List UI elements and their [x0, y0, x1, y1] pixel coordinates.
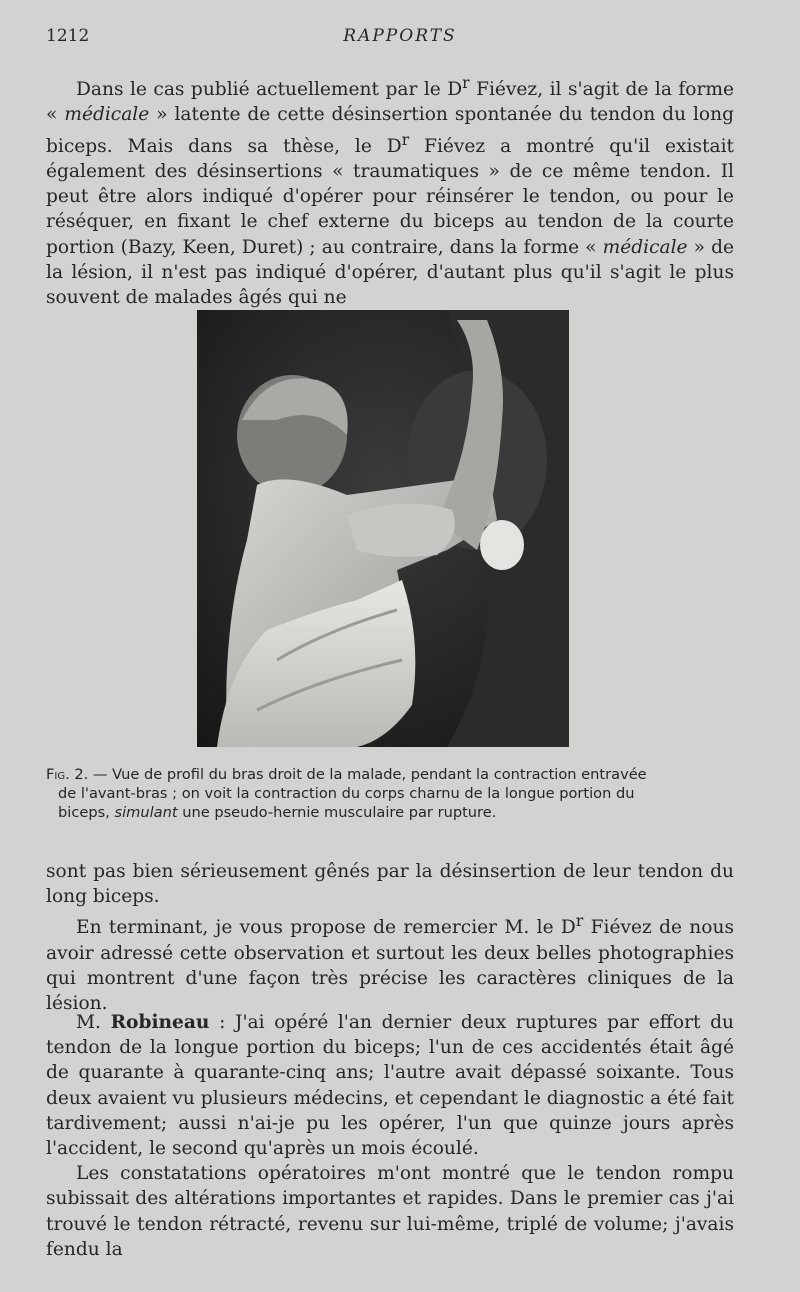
- text-block-bottom: [46, 1010, 734, 1262]
- text-run: En terminant, je vous propose de remercier M. le D: [76, 917, 576, 939]
- superscript: r: [575, 912, 584, 931]
- text-run: Fiévez de nous avoir adressé cette observation et surtout les deux belles photographies qui montrent d'une façon très précise les caractères cliniques de la lésion.: [46, 917, 734, 1015]
- text-run: Fiévez a montré qu'il existait également des désinsertions « traumatiques » de ce même tendon. Il peut être alors indiqué d'opérer pour réinsérer le tendon, ou pour le réséquer, en fixant le chef externe du biceps au tendon de la courte portion (Bazy, Keen, Duret) ; au contraire, dans la forme «: [46, 135, 734, 258]
- italic-term: médicale: [602, 236, 688, 258]
- paragraph: [46, 909, 734, 1016]
- text-block-middle: [46, 859, 734, 1016]
- running-title: RAPPORTS: [343, 26, 457, 46]
- speaker-name: Robineau: [110, 1012, 210, 1033]
- caption-italic: simulant: [114, 804, 178, 822]
- text-run: Dans le cas publié actuellement par le D: [76, 79, 463, 101]
- paragraph: sont pas bien sérieusement gênés par la désinsertion de leur tendon du long biceps.: [46, 861, 734, 908]
- caption-line: [46, 765, 736, 784]
- paragraph: [46, 1010, 734, 1161]
- figure-caption: [46, 765, 736, 823]
- caption-text: biceps,: [58, 804, 115, 822]
- text-run: » de la lésion, il n'est pas indiqué d'opérer, d'autant plus qu'il s'agit le plus souvent de malades âgés qui ne: [46, 236, 735, 308]
- superscript: r: [401, 130, 410, 149]
- figure-label: Fig. 2.: [46, 766, 89, 783]
- speaker-prefix: M.: [76, 1012, 111, 1033]
- superscript: r: [462, 74, 470, 92]
- photograph-illustration: [197, 310, 569, 747]
- caption-line: de l'avant-bras ; on voit la contraction du corps charnu de la longue portion du: [58, 785, 635, 803]
- italic-term: médicale: [64, 104, 150, 126]
- caption-text: — Vue de profil du bras droit de la malade, pendant la contraction entravée: [88, 766, 647, 783]
- page-number: 1212: [46, 26, 90, 46]
- paragraph: Les constatations opératoires m'ont montré que le tendon rompu subissait des altérations importantes et rapides. Dans le premier cas j'ai trouvé le tendon rétracté, revenu sur lui-même, triplé de volume; j'avais fendu la: [46, 1163, 734, 1260]
- text-block-top: [46, 71, 734, 310]
- text-run: : J'ai opéré l'an dernier deux ruptures par effort du tendon de la longue portion du biceps; l'un de ces accidentés était âgé de quarante à quarante-cinq ans; l'autre avait dépassé soixante. Tous deux avaient vu plusieurs médecins, et cependant le diagnostic a été fait tardivement; aussi n'ai-je pu les opérer, l'un que quinze jours après l'accident, le second qu'après un mois écoulé.: [46, 1012, 734, 1160]
- paragraph: [46, 71, 734, 310]
- caption-text: une pseudo-hernie musculaire par rupture.: [177, 804, 497, 822]
- text-run: Fiévez, il s'agit de la forme «: [46, 79, 734, 126]
- caption-line: [46, 803, 736, 822]
- text-run: » latente de cette désinsertion spontanée du tendon du long biceps. Mais dans sa thèse, le D: [46, 104, 734, 157]
- figure-photograph: [197, 310, 569, 747]
